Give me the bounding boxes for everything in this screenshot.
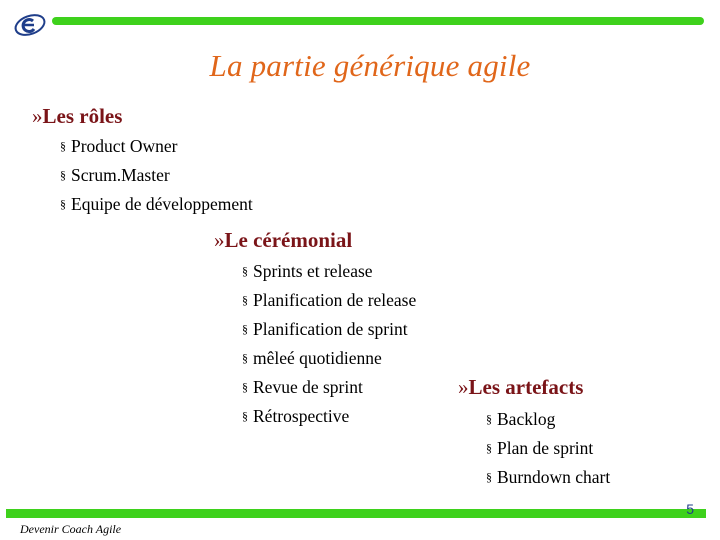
bullet-icon: § bbox=[60, 197, 66, 211]
section-heading-roles bbox=[32, 104, 122, 129]
list-item: § Backlog bbox=[486, 409, 556, 429]
bullet-icon: § bbox=[242, 351, 248, 365]
bullet-icon: § bbox=[242, 409, 248, 423]
list-item: § mêleé quotidienne bbox=[242, 348, 382, 368]
top-decorative-bar bbox=[52, 17, 704, 25]
heading-label: Les artefacts bbox=[468, 375, 584, 399]
heading-marker: » bbox=[214, 228, 225, 252]
bullet-icon: § bbox=[242, 322, 248, 336]
section-heading-ceremonial bbox=[214, 228, 352, 253]
ceremonial-list bbox=[242, 257, 416, 431]
bottom-decorative-bar bbox=[6, 509, 706, 518]
list-item: § Planification de release bbox=[242, 290, 417, 310]
heading-marker: » bbox=[32, 104, 43, 128]
slide-title: La partie générique agile bbox=[209, 48, 531, 83]
bullet-icon: § bbox=[242, 293, 248, 307]
list-item: § Burndown chart bbox=[486, 467, 611, 487]
list-item: § Equipe de développement bbox=[60, 194, 253, 214]
logo-icon bbox=[12, 10, 48, 40]
page-number: 5 bbox=[686, 501, 694, 517]
list-item: § Product Owner bbox=[60, 136, 178, 156]
artefacts-list bbox=[486, 405, 610, 492]
bullet-icon: § bbox=[60, 168, 66, 182]
bullet-icon: § bbox=[486, 412, 492, 426]
list-item: § Scrum.Master bbox=[60, 165, 170, 185]
bullet-icon: § bbox=[242, 380, 248, 394]
bullet-icon: § bbox=[60, 139, 66, 153]
heading-label: Les rôles bbox=[42, 104, 123, 128]
list-item: § Plan de sprint bbox=[486, 438, 594, 458]
bullet-icon: § bbox=[486, 441, 492, 455]
bullet-icon: § bbox=[486, 470, 492, 484]
section-heading-artefacts bbox=[458, 375, 583, 400]
bullet-icon: § bbox=[242, 264, 248, 278]
heading-marker: » bbox=[458, 375, 469, 399]
heading-label: Le cérémonial bbox=[224, 228, 353, 252]
roles-list bbox=[60, 132, 253, 219]
list-item: § Planification de sprint bbox=[242, 319, 408, 339]
list-item: § Revue de sprint bbox=[242, 377, 363, 397]
list-item: § Sprints et release bbox=[242, 261, 373, 281]
footer-text: Devenir Coach Agile bbox=[20, 522, 122, 536]
list-item: § Rétrospective bbox=[242, 406, 350, 426]
